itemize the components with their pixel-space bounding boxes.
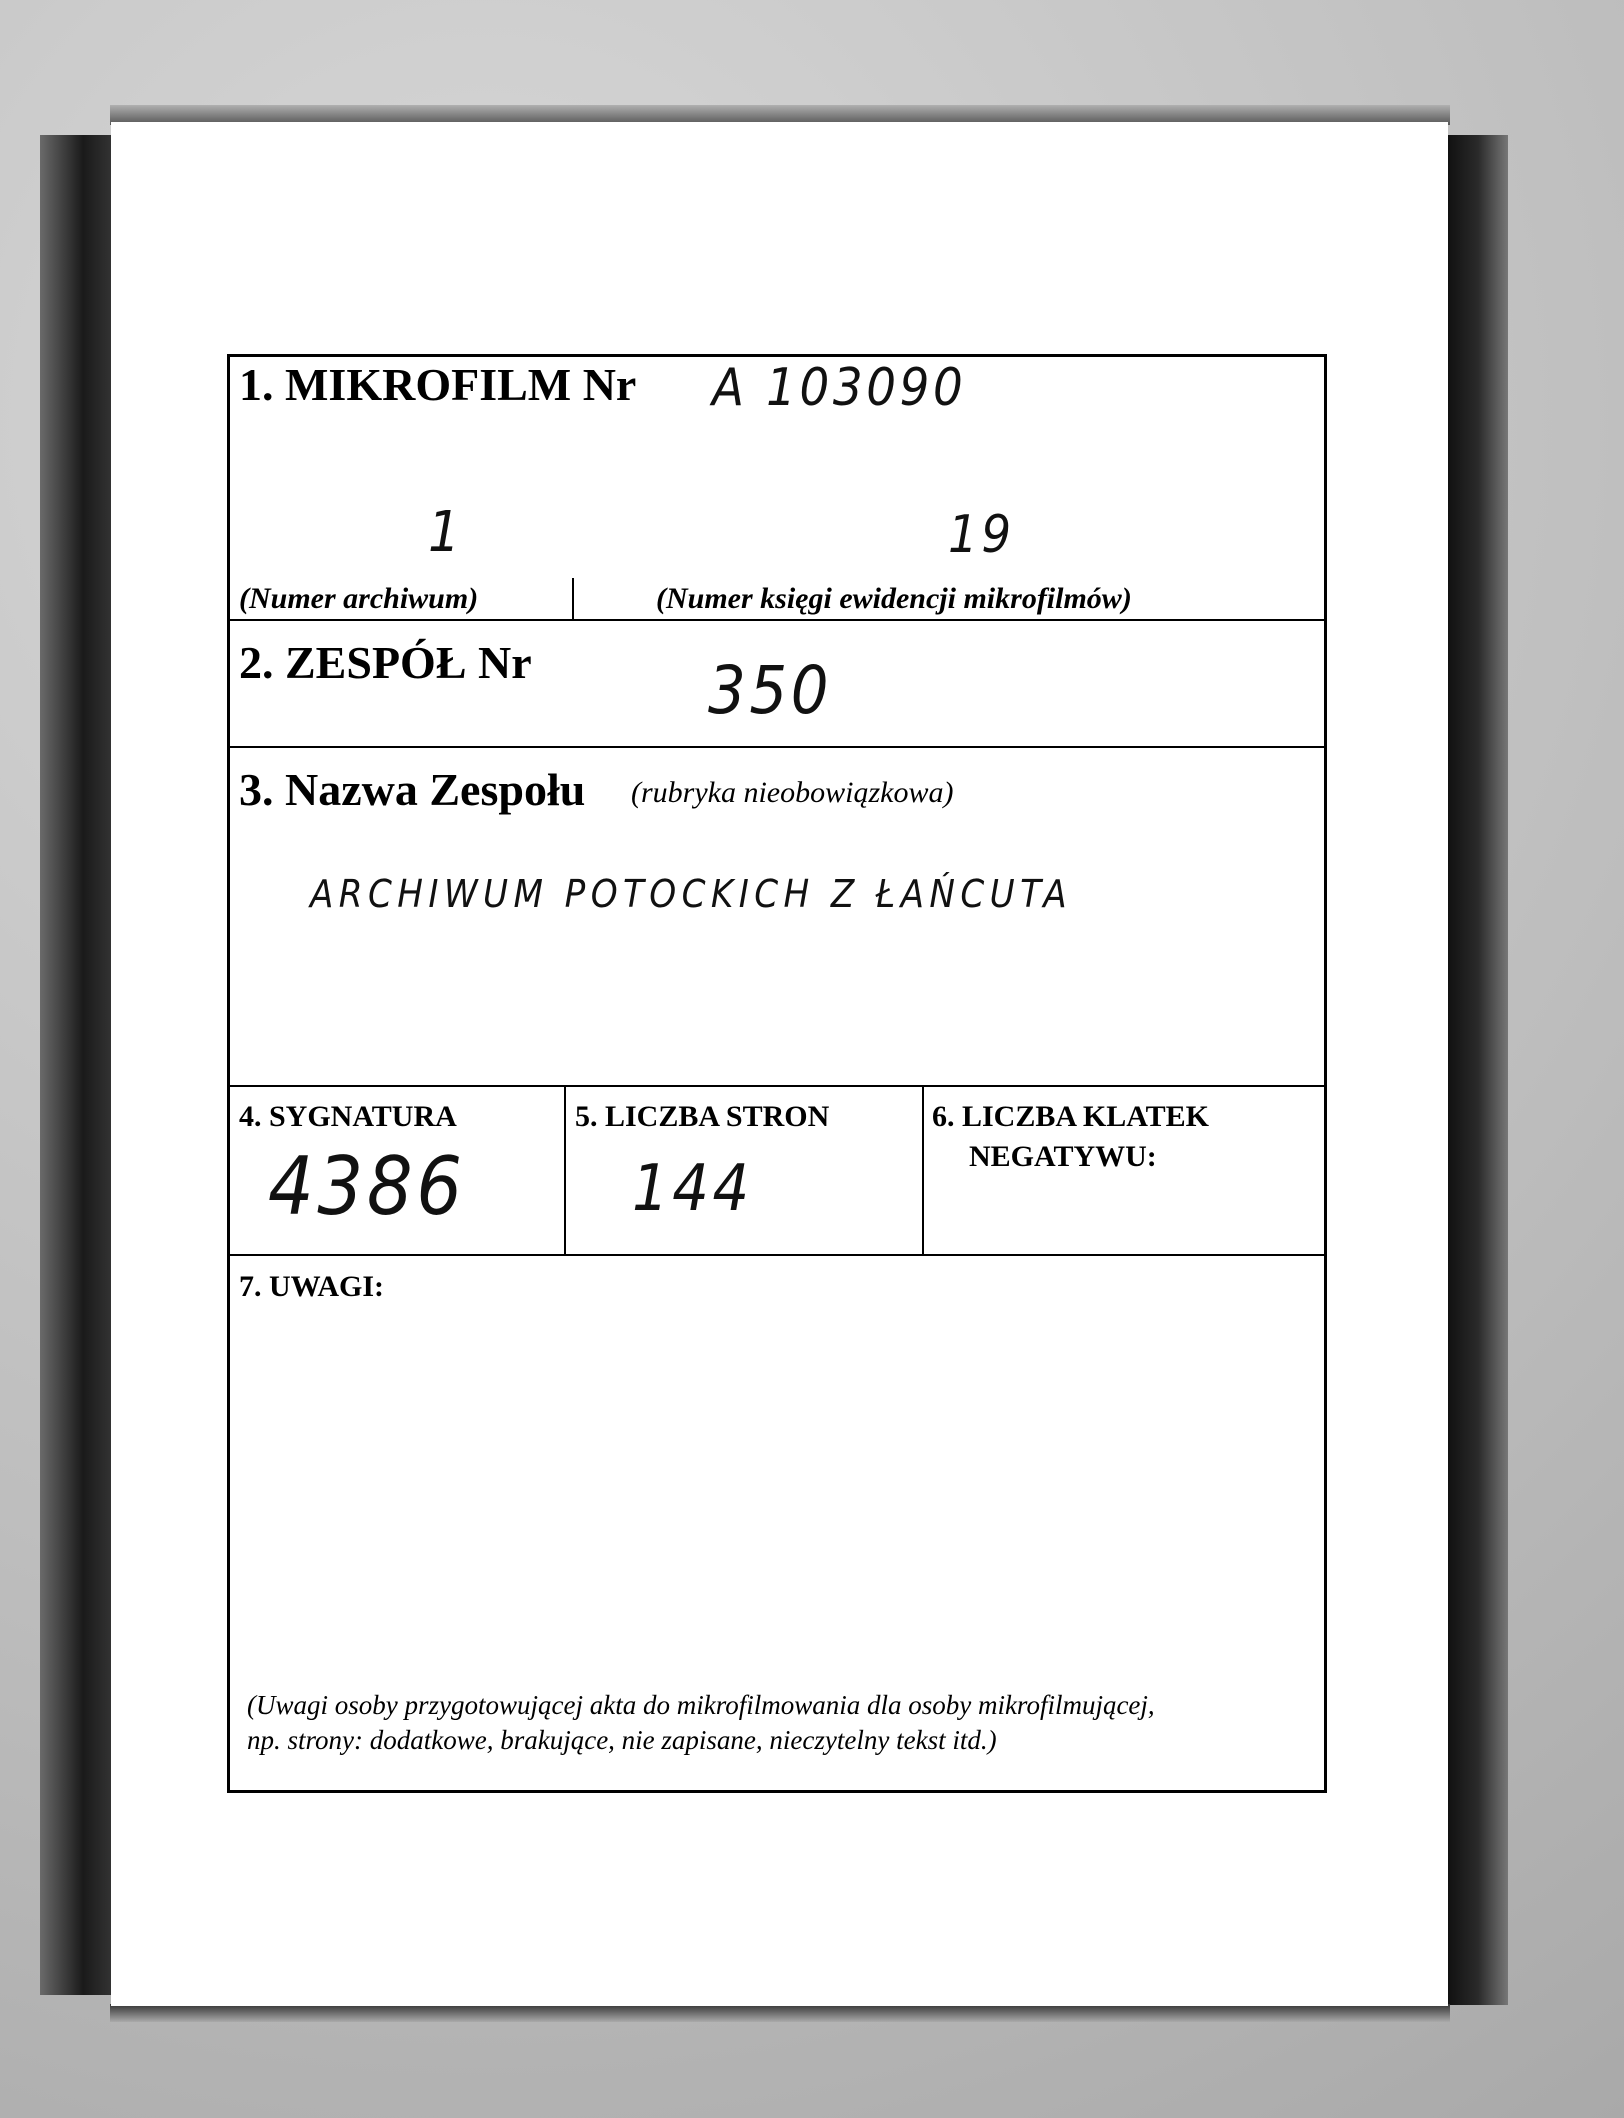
row-divider [227,1085,1327,1087]
microfilm-number: A 103090 [712,358,967,418]
page-count-label: 5. LICZBA STRON [575,1100,830,1133]
signature-value: 4386 [268,1140,466,1233]
column-divider [922,1085,924,1255]
row-divider [227,619,1327,621]
archive-number-label: (Numer archiwum) [239,582,479,615]
remarks-instructions-2: np. strony: dodatkowe, brakujące, nie zapisane, nieczytelny tekst itd.) [247,1725,997,1755]
row-divider [227,746,1327,748]
register-number: 19 [948,505,1015,565]
scan-shadow-left [40,135,112,1995]
remarks-instructions-1: (Uwagi osoby przygotowującej akta do mikrofilmowania dla osoby mikrofilmującej, [247,1690,1155,1720]
fonds-number: 350 [708,652,833,729]
fonds-number-label: 2. ZESPÓŁ Nr [239,637,532,688]
column-divider [564,1085,566,1255]
frame-count-label-2: NEGATYWU: [969,1140,1157,1173]
fonds-name: ARCHIWUM POTOCKICH Z ŁAŃCUTA [310,872,1073,916]
fonds-name-label: 3. Nazwa Zespołu [239,764,586,815]
signature-label: 4. SYGNATURA [239,1100,457,1133]
label-divider [572,578,574,621]
scan-shadow-right [1448,135,1508,2005]
frame-count-label: 6. LICZBA KLATEK [932,1100,1210,1133]
microfilm-form [227,354,1327,1793]
archive-number: 1 [428,500,464,565]
register-number-label: (Numer księgi ewidencji mikrofilmów) [656,582,1132,615]
row-divider [227,1254,1327,1256]
fonds-name-optional-note: (rubryka nieobowiązkowa) [631,776,954,809]
page-count-value: 144 [632,1152,753,1226]
scan-shadow-bottom [110,2004,1450,2022]
microfilm-label: 1. MIKROFILM Nr [239,359,637,410]
remarks-label: 7. UWAGI: [239,1270,385,1303]
